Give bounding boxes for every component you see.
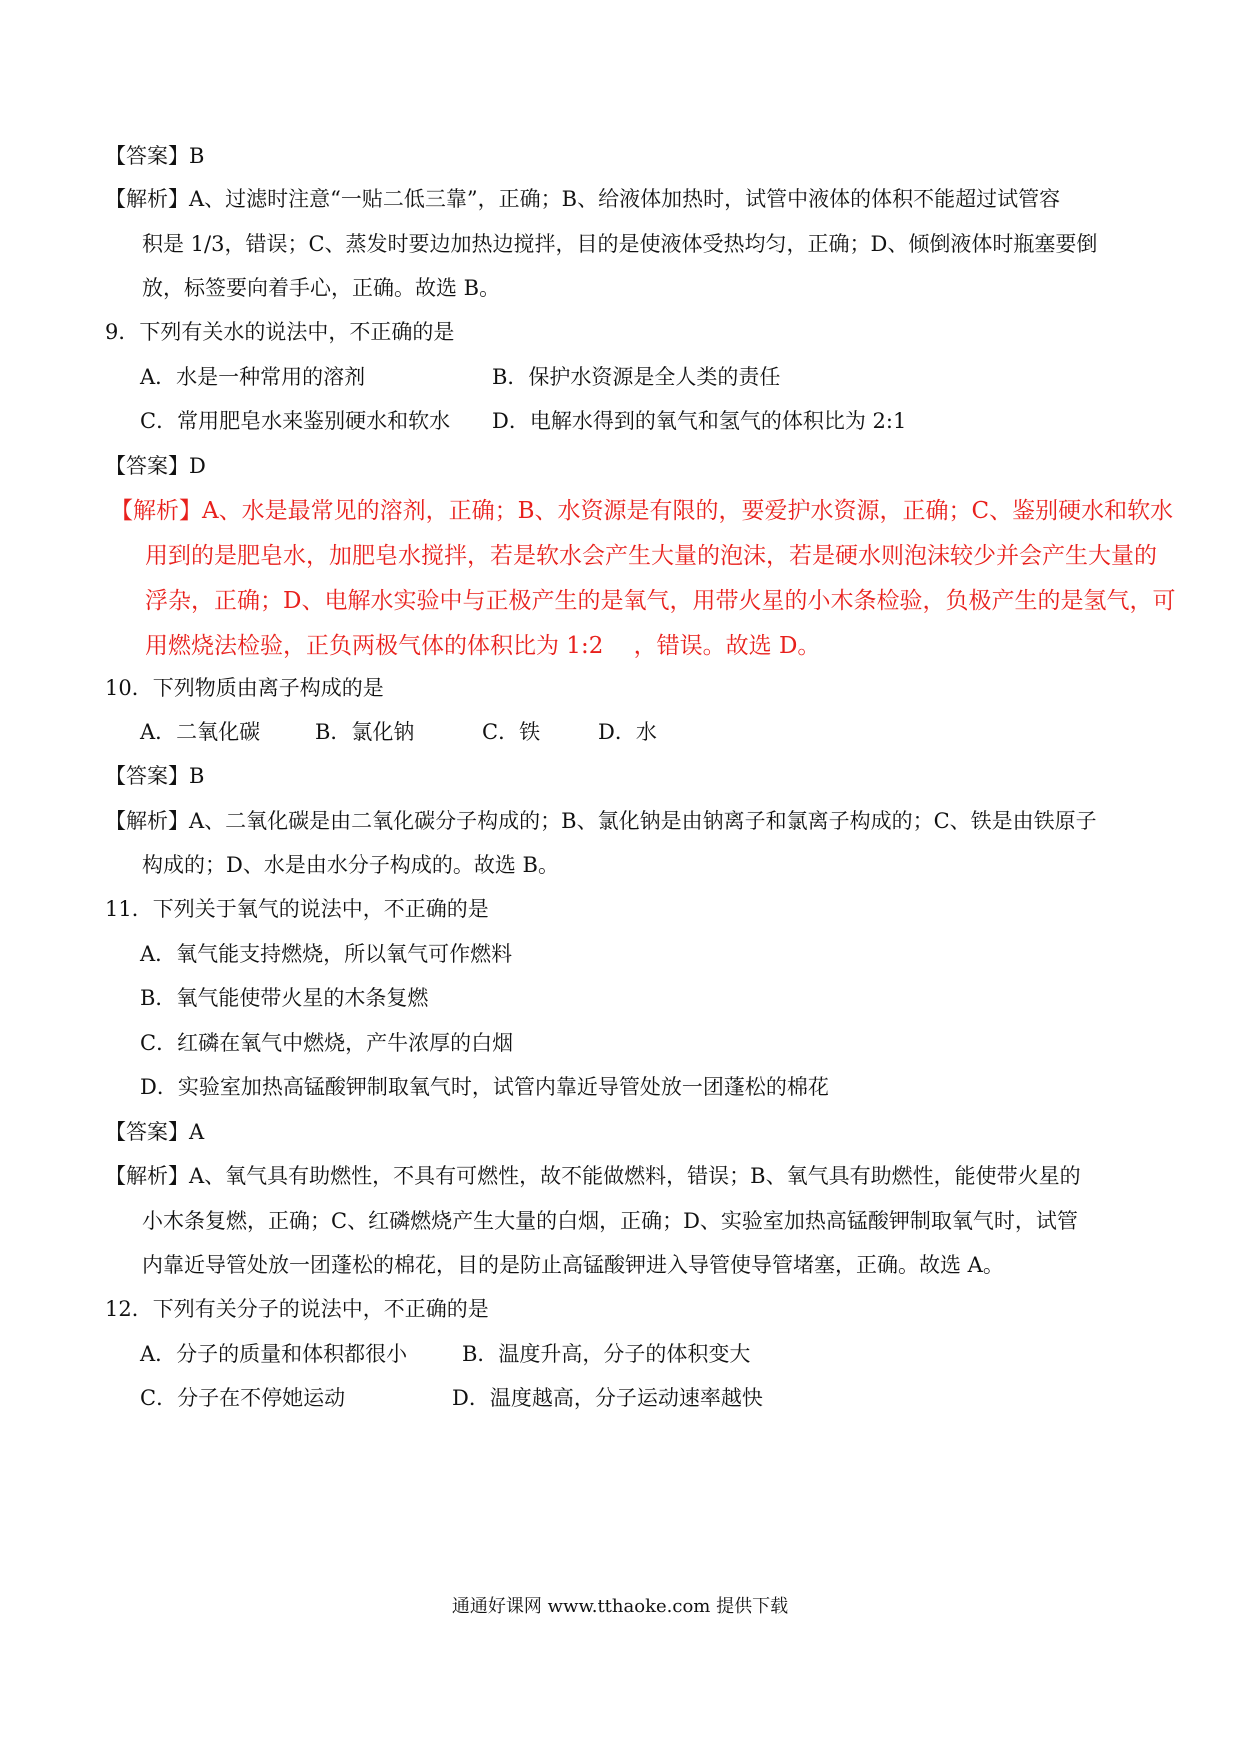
- page-footer: 通通好课网 www.tthaoke.com 提供下载: [451, 1596, 789, 1617]
- q11-option-c: C．红磷在氧气中燃烧，产牛浓厚的白烟: [140, 1031, 514, 1055]
- q11-explanation-line-3: 内靠近导管处放一团蓬松的棉花，目的是防止高锰酸钾进入导管使导管堵塞，正确。故选 A。: [142, 1253, 1004, 1277]
- q10-option-c: C．铁: [482, 720, 541, 744]
- q8-explanation-line-3: 放，标签要向着手心，正确。故选 B。: [142, 276, 501, 300]
- q8-answer: 【答案】B: [105, 144, 205, 168]
- q11-explanation-line-2: 小木条复燃，正确；C、红磷燃烧产生大量的白烟，正确；D、实验室加热高锰酸钾制取氧气时，试管: [142, 1209, 1078, 1233]
- q11-option-b: B．氧气能使带火星的木条复燃: [140, 986, 429, 1010]
- q11-explanation-line-1: 【解析】A、氧气具有助燃性，不具有可燃性，故不能做燃料，错误；B、氧气具有助燃性，能使带火星的: [105, 1164, 1081, 1188]
- q9-option-a: A．水是一种常用的溶剂: [140, 365, 366, 389]
- q9-explanation-line-2: 用到的是肥皂水，加肥皂水搅拌，若是软水会产生大量的泡沫，若是硬水则泡沫较少并会产生大量的: [145, 543, 1157, 569]
- q9-option-d: D．电解水得到的氧气和氢气的体积比为 2:1: [492, 409, 907, 433]
- q9-answer: 【答案】D: [105, 454, 206, 478]
- q12-option-c: C．分子在不停她运动: [140, 1386, 346, 1410]
- q9-option-c: C．常用肥皂水来鉴别硬水和软水: [140, 409, 451, 433]
- q10-option-d: D．水: [598, 720, 657, 744]
- q9-option-b: B．保护水资源是全人类的责任: [492, 365, 781, 389]
- q12-option-d: D．温度越高，分子运动速率越快: [452, 1386, 763, 1410]
- q10-answer: 【答案】B: [105, 764, 205, 788]
- q10-explanation-line-2: 构成的；D、水是由水分子构成的。故选 B。: [142, 853, 559, 877]
- q10-option-b: B．氯化钠: [315, 720, 415, 744]
- q11-option-d: D．实验室加热高锰酸钾制取氧气时，试管内靠近导管处放一团蓬松的棉花: [140, 1075, 829, 1099]
- q8-explanation-line-1: 【解析】A、过滤时注意“一贴二低三靠”，正确；B、给液体加热时，试管中液体的体积不能超过试管容: [105, 187, 1061, 211]
- q9-explanation-line-1: 【解析】A、水是最常见的溶剂，正确；B、水资源是有限的，要爱护水资源，正确；C、鉴别硬水和软水: [110, 498, 1174, 524]
- q9-explanation-line-4: 用燃烧法检验，正负两极气体的体积比为 1:2 ，错误。故选 D。: [145, 633, 821, 659]
- q9-stem: 9．下列有关水的说法中，不正确的是: [105, 320, 455, 344]
- q12-option-a: A．分子的质量和体积都很小: [140, 1342, 408, 1366]
- q8-explanation-line-2: 积是 1/3，错误；C、蒸发时要边加热边搅拌，目的是使液体受热均匀，正确；D、倾倒液体时瓶塞要倒: [142, 232, 1098, 256]
- q11-stem: 11．下列关于氧气的说法中，不正确的是: [105, 897, 489, 921]
- q10-explanation-line-1: 【解析】A、二氧化碳是由二氧化碳分子构成的；B、氯化钠是由钠离子和氯离子构成的；C、铁是由铁原子: [105, 809, 1097, 833]
- q9-explanation-line-3: 浮杂，正确；D、电解水实验中与正极产生的是氧气，用带火星的小木条检验，负极产生的是氢气，可: [145, 588, 1176, 614]
- q10-stem: 10．下列物质由离子构成的是: [105, 676, 384, 700]
- q11-answer: 【答案】A: [105, 1120, 205, 1144]
- q10-option-a: A．二氧化碳: [140, 720, 261, 744]
- q11-option-a: A．氧气能支持燃烧，所以氧气可作燃料: [140, 942, 513, 966]
- q12-option-b: B．温度升高，分子的体积变大: [462, 1342, 751, 1366]
- q12-stem: 12．下列有关分子的说法中，不正确的是: [105, 1297, 489, 1321]
